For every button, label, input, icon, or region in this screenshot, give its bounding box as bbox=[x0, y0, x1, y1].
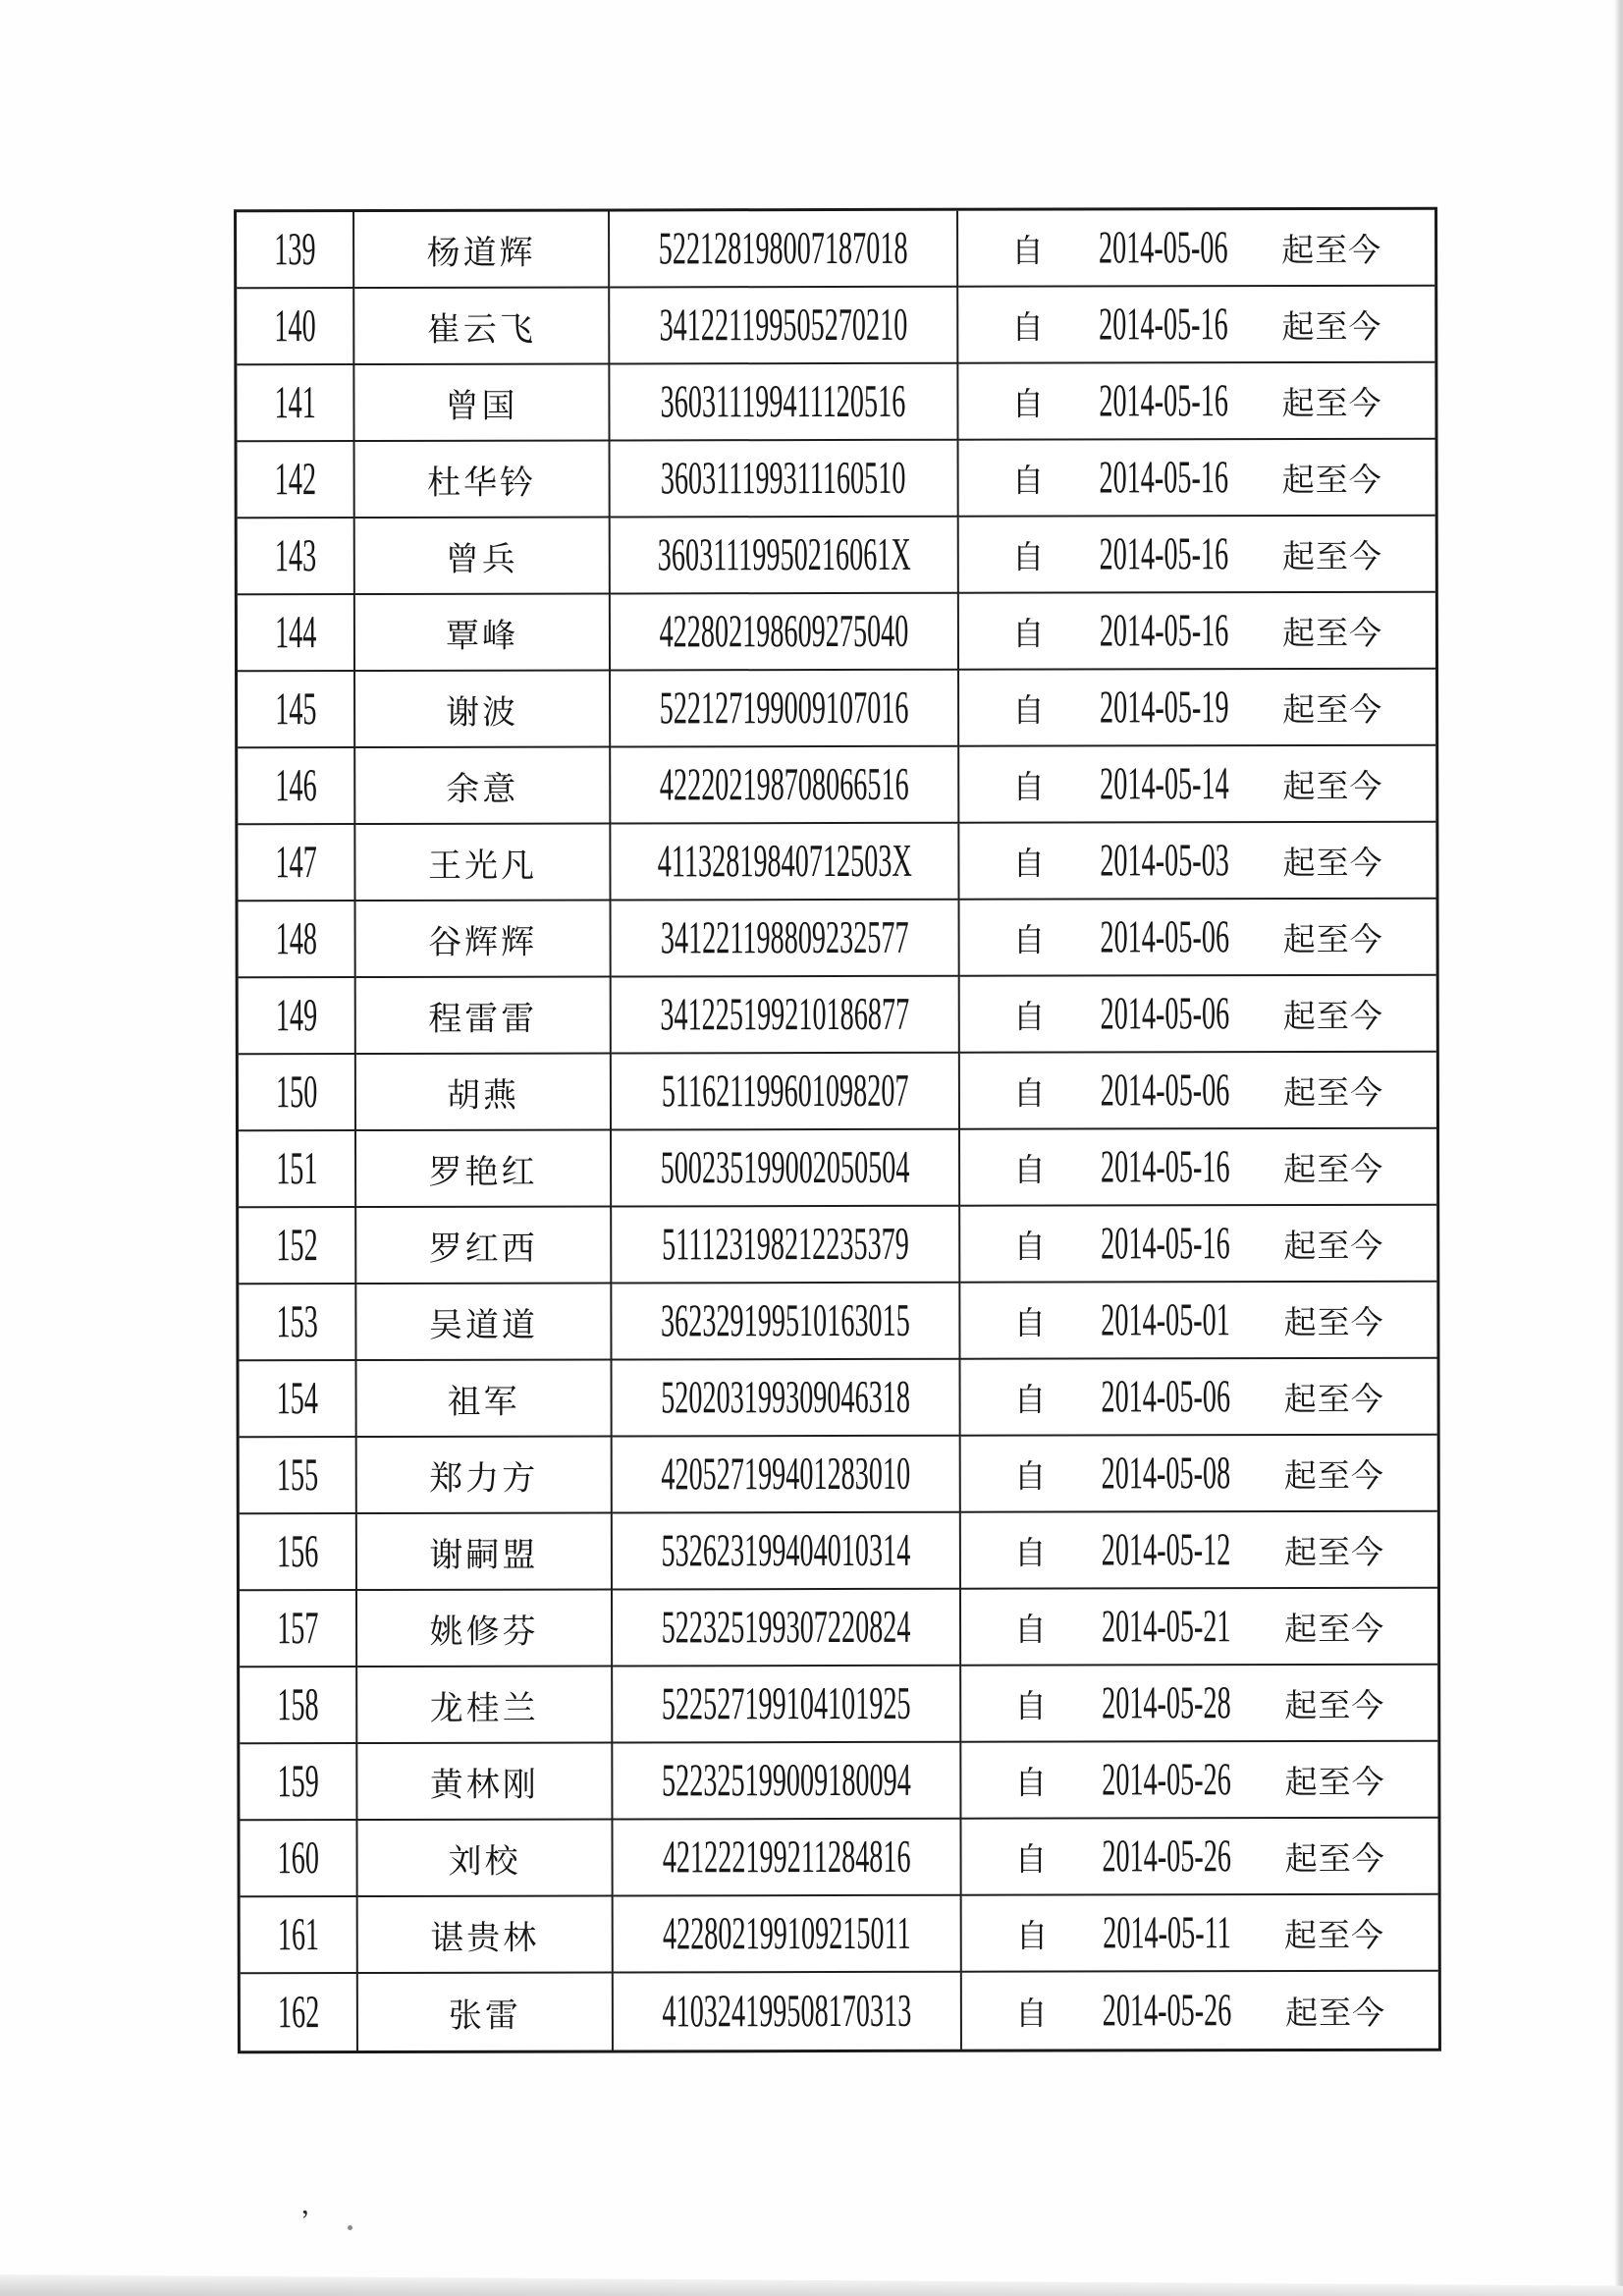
period-prefix: 自 bbox=[1014, 1766, 1049, 1802]
id-number-cell bbox=[611, 671, 959, 748]
period-prefix: 自 bbox=[1011, 464, 1046, 500]
id-number: 522127199009107016 bbox=[659, 682, 909, 735]
row-number-cell bbox=[241, 1974, 358, 2050]
name-cell bbox=[357, 1743, 613, 1821]
row-number: 154 bbox=[276, 1373, 318, 1425]
scan-speck-dot bbox=[348, 2225, 352, 2230]
name-cell bbox=[355, 671, 611, 748]
row-number-cell bbox=[238, 519, 355, 595]
row-number: 156 bbox=[276, 1526, 319, 1578]
page-edge-shadow-right bbox=[1614, 0, 1623, 2296]
period-suffix: 起至今 bbox=[1281, 539, 1382, 575]
name-cell bbox=[356, 1360, 612, 1438]
id-number: 41132819840712503X bbox=[657, 835, 912, 888]
person-name: 张雷 bbox=[448, 1997, 521, 2035]
period-cell bbox=[960, 1206, 1436, 1284]
id-number: 341225199210186877 bbox=[660, 988, 910, 1041]
row-number: 145 bbox=[274, 683, 317, 736]
period-start-date: 2014-05-26 bbox=[1102, 1831, 1231, 1883]
period-suffix: 起至今 bbox=[1284, 1841, 1385, 1878]
period-prefix: 自 bbox=[1012, 847, 1047, 883]
period-start-date: 2014-05-06 bbox=[1098, 222, 1228, 274]
name-cell bbox=[355, 518, 611, 595]
row-number: 149 bbox=[275, 990, 317, 1042]
row-number-cell bbox=[239, 902, 356, 978]
name-cell bbox=[355, 594, 611, 672]
row-number-cell bbox=[240, 1821, 357, 1897]
period-cell bbox=[960, 1053, 1436, 1130]
person-name: 罗红西 bbox=[428, 1230, 538, 1268]
row-number-cell bbox=[238, 442, 355, 519]
period-cell bbox=[962, 1895, 1438, 1973]
period-suffix: 起至今 bbox=[1281, 309, 1382, 346]
row-number-cell bbox=[240, 1438, 357, 1514]
id-number: 500235199002050504 bbox=[660, 1141, 910, 1194]
period-cell bbox=[959, 593, 1435, 671]
period-suffix: 起至今 bbox=[1282, 999, 1383, 1035]
period-prefix: 自 bbox=[1014, 1996, 1049, 2033]
period-start-date: 2014-05-16 bbox=[1100, 1141, 1230, 1193]
id-number-cell bbox=[614, 1896, 962, 1974]
row-number: 161 bbox=[277, 1909, 319, 1961]
id-number: 410324199508170313 bbox=[662, 1985, 912, 2038]
row-number: 157 bbox=[276, 1603, 319, 1655]
id-number-cell bbox=[610, 288, 958, 365]
row-number-cell bbox=[237, 289, 354, 365]
period-cell bbox=[958, 363, 1434, 441]
row-number: 150 bbox=[275, 1066, 318, 1119]
row-number: 153 bbox=[276, 1296, 318, 1348]
period-cell bbox=[960, 900, 1436, 977]
person-name: 谷辉辉 bbox=[428, 924, 538, 961]
period-cell bbox=[961, 1819, 1437, 1896]
period-suffix: 起至今 bbox=[1282, 616, 1383, 652]
name-cell bbox=[356, 1054, 612, 1131]
id-number: 522325199307220824 bbox=[661, 1601, 911, 1654]
row-number-cell bbox=[241, 1897, 358, 1974]
row-number: 142 bbox=[274, 454, 316, 506]
period-cell bbox=[958, 287, 1434, 364]
period-suffix: 起至今 bbox=[1283, 1152, 1384, 1188]
period-start-date: 2014-05-06 bbox=[1100, 988, 1230, 1040]
row-number: 159 bbox=[277, 1756, 319, 1808]
row-number-cell bbox=[238, 595, 355, 672]
id-number-cell bbox=[612, 1207, 960, 1285]
id-number-cell bbox=[611, 824, 959, 902]
id-number-cell bbox=[613, 1743, 961, 1821]
row-number: 139 bbox=[273, 224, 316, 276]
id-number: 362329199510163015 bbox=[660, 1294, 910, 1347]
id-number: 422202198708066516 bbox=[659, 758, 909, 811]
row-number-cell bbox=[239, 1131, 356, 1208]
period-cell bbox=[960, 1283, 1436, 1360]
person-name: 王光凡 bbox=[427, 847, 537, 885]
row-number: 160 bbox=[277, 1832, 319, 1885]
period-suffix: 起至今 bbox=[1284, 1765, 1385, 1801]
id-number-cell bbox=[611, 747, 959, 825]
name-cell bbox=[354, 288, 610, 365]
period-prefix: 自 bbox=[1013, 1459, 1048, 1496]
period-suffix: 起至今 bbox=[1284, 1612, 1385, 1648]
period-prefix: 自 bbox=[1012, 1076, 1047, 1113]
period-prefix: 自 bbox=[1011, 310, 1046, 347]
page-edge-shadow-bottom bbox=[0, 2274, 1623, 2296]
row-number: 148 bbox=[275, 913, 317, 965]
period-prefix: 自 bbox=[1011, 540, 1046, 576]
id-number-cell bbox=[611, 594, 959, 672]
person-name: 曾国 bbox=[445, 388, 518, 425]
id-number-cell bbox=[612, 1054, 960, 1131]
id-number-cell bbox=[613, 1437, 961, 1514]
row-number: 152 bbox=[276, 1220, 318, 1272]
period-suffix: 起至今 bbox=[1284, 1535, 1385, 1571]
person-name: 郑力方 bbox=[429, 1460, 539, 1498]
id-number-cell bbox=[612, 901, 960, 978]
id-number-cell bbox=[612, 1130, 960, 1208]
person-name: 曾兵 bbox=[445, 541, 518, 578]
period-suffix: 起至今 bbox=[1283, 1075, 1384, 1112]
name-cell bbox=[354, 211, 610, 289]
period-start-date: 2014-05-16 bbox=[1100, 1218, 1230, 1270]
period-start-date: 2014-05-06 bbox=[1100, 911, 1229, 963]
person-name: 杜华钤 bbox=[427, 465, 537, 502]
period-prefix: 自 bbox=[1010, 234, 1046, 270]
period-suffix: 起至今 bbox=[1281, 233, 1382, 269]
person-name: 胡燕 bbox=[446, 1077, 519, 1115]
person-name: 龙桂兰 bbox=[429, 1690, 539, 1727]
period-cell bbox=[960, 976, 1436, 1054]
name-cell bbox=[357, 1513, 613, 1591]
row-number: 140 bbox=[274, 301, 316, 353]
period-start-date: 2014-05-16 bbox=[1099, 528, 1229, 580]
period-suffix: 起至今 bbox=[1283, 1382, 1384, 1418]
period-prefix: 自 bbox=[1013, 1613, 1048, 1649]
person-name: 黄林刚 bbox=[429, 1767, 539, 1804]
name-cell bbox=[356, 1284, 612, 1361]
row-number-cell bbox=[239, 1208, 356, 1285]
id-number-cell bbox=[613, 1820, 961, 1897]
id-number: 422802198609275040 bbox=[659, 605, 909, 658]
row-number-cell bbox=[240, 1667, 357, 1744]
person-name: 罗艳红 bbox=[428, 1154, 538, 1191]
id-number-cell bbox=[613, 1667, 961, 1744]
period-start-date: 2014-05-14 bbox=[1099, 758, 1229, 810]
scan-speck-comma: , bbox=[298, 2187, 310, 2221]
id-number: 421222199211284816 bbox=[662, 1831, 911, 1884]
row-number-cell bbox=[239, 1285, 356, 1361]
period-suffix: 起至今 bbox=[1282, 846, 1383, 882]
id-number: 341221199505270210 bbox=[659, 299, 908, 352]
row-number: 141 bbox=[274, 377, 316, 429]
row-number: 162 bbox=[277, 1987, 320, 2039]
name-cell bbox=[358, 1973, 614, 2050]
person-name: 程雷雷 bbox=[428, 1001, 538, 1038]
period-suffix: 起至今 bbox=[1281, 386, 1382, 422]
row-number: 151 bbox=[275, 1143, 318, 1195]
id-number-cell bbox=[610, 211, 958, 289]
name-cell bbox=[357, 1590, 613, 1667]
period-cell bbox=[959, 746, 1435, 824]
person-name: 谢波 bbox=[446, 694, 519, 732]
period-start-date: 2014-05-12 bbox=[1101, 1524, 1231, 1576]
row-number-cell bbox=[238, 825, 355, 902]
person-name: 姚修芬 bbox=[429, 1613, 539, 1651]
id-number: 522128198007187018 bbox=[658, 222, 908, 275]
person-name: 祖军 bbox=[447, 1384, 520, 1421]
id-number: 511123198212235379 bbox=[661, 1218, 909, 1271]
period-cell bbox=[959, 670, 1435, 747]
period-cell bbox=[961, 1666, 1437, 1743]
id-number: 360311199311160510 bbox=[661, 452, 906, 505]
name-cell bbox=[355, 441, 611, 519]
id-number-cell bbox=[613, 1513, 961, 1591]
period-start-date: 2014-05-03 bbox=[1100, 835, 1229, 887]
period-suffix: 起至今 bbox=[1285, 1995, 1386, 2032]
id-number: 422802199109215011 bbox=[662, 1907, 911, 1960]
name-cell bbox=[357, 1820, 613, 1897]
row-number: 147 bbox=[275, 837, 317, 889]
row-number-cell bbox=[239, 1055, 356, 1131]
period-prefix: 自 bbox=[1012, 1153, 1047, 1189]
row-number-cell bbox=[239, 1361, 356, 1438]
period-suffix: 起至今 bbox=[1282, 692, 1383, 729]
row-number: 143 bbox=[274, 530, 316, 582]
period-cell bbox=[960, 1129, 1436, 1207]
period-cell bbox=[959, 823, 1435, 901]
period-start-date: 2014-05-06 bbox=[1101, 1371, 1230, 1423]
person-name: 吴道道 bbox=[428, 1307, 538, 1344]
period-suffix: 起至今 bbox=[1284, 1688, 1385, 1724]
person-name: 杨道辉 bbox=[426, 235, 536, 272]
period-prefix: 自 bbox=[1013, 1536, 1048, 1572]
period-cell bbox=[960, 1359, 1436, 1437]
period-start-date: 2014-05-26 bbox=[1102, 1754, 1231, 1806]
row-number: 158 bbox=[277, 1679, 319, 1731]
id-number-cell bbox=[614, 1973, 962, 2050]
period-start-date: 2014-05-16 bbox=[1098, 299, 1228, 351]
name-cell bbox=[355, 747, 611, 825]
name-cell bbox=[357, 1437, 613, 1514]
period-prefix: 自 bbox=[1013, 1306, 1048, 1342]
period-prefix: 自 bbox=[1013, 1230, 1048, 1266]
period-start-date: 2014-05-08 bbox=[1101, 1448, 1231, 1500]
person-name: 谢嗣盟 bbox=[429, 1537, 539, 1574]
id-number-cell bbox=[611, 518, 959, 595]
row-number-cell bbox=[238, 748, 355, 825]
period-cell bbox=[962, 1972, 1438, 2050]
period-cell bbox=[961, 1436, 1437, 1513]
period-cell bbox=[958, 210, 1434, 288]
period-suffix: 起至今 bbox=[1283, 1229, 1384, 1265]
person-name: 刘校 bbox=[448, 1843, 521, 1881]
id-number: 360311199411120516 bbox=[661, 375, 906, 428]
period-prefix: 自 bbox=[1013, 1383, 1048, 1419]
person-name: 余意 bbox=[446, 771, 519, 808]
period-start-date: 2014-05-16 bbox=[1099, 452, 1228, 504]
row-number-cell bbox=[240, 1514, 357, 1591]
id-number-cell bbox=[612, 1360, 960, 1438]
period-suffix: 起至今 bbox=[1283, 1918, 1385, 1954]
period-prefix: 自 bbox=[1011, 387, 1046, 423]
row-number-cell bbox=[237, 212, 354, 289]
period-start-date: 2014-05-16 bbox=[1099, 605, 1229, 657]
id-number: 341221198809232577 bbox=[660, 911, 909, 964]
id-number: 420527199401283010 bbox=[661, 1448, 911, 1501]
id-number: 522325199009180094 bbox=[661, 1754, 911, 1807]
name-cell bbox=[357, 1667, 613, 1744]
roster-table bbox=[234, 207, 1441, 2054]
name-cell bbox=[356, 1130, 612, 1208]
id-number-cell bbox=[612, 977, 960, 1055]
period-start-date: 2014-05-28 bbox=[1101, 1677, 1231, 1729]
id-number: 511621199601098207 bbox=[661, 1065, 909, 1118]
period-cell bbox=[961, 1742, 1437, 1820]
name-cell bbox=[356, 901, 612, 978]
period-cell bbox=[959, 517, 1435, 594]
period-prefix: 自 bbox=[1012, 770, 1047, 806]
period-start-date: 2014-05-19 bbox=[1099, 682, 1229, 734]
row-number: 155 bbox=[276, 1449, 318, 1502]
period-prefix: 自 bbox=[1014, 1842, 1049, 1879]
period-prefix: 自 bbox=[1014, 1689, 1049, 1725]
id-number-cell bbox=[613, 1590, 961, 1667]
id-number-cell bbox=[612, 1284, 960, 1361]
id-number: 532623199404010314 bbox=[661, 1524, 911, 1577]
name-cell bbox=[356, 977, 612, 1055]
period-suffix: 起至今 bbox=[1283, 1305, 1384, 1341]
period-prefix: 自 bbox=[1011, 693, 1046, 730]
person-name: 覃峰 bbox=[445, 618, 518, 655]
period-start-date: 2014-05-11 bbox=[1102, 1907, 1231, 1959]
period-start-date: 2014-05-21 bbox=[1101, 1601, 1231, 1653]
row-number-cell bbox=[238, 672, 355, 748]
period-prefix: 自 bbox=[1012, 923, 1047, 959]
period-suffix: 起至今 bbox=[1283, 1458, 1384, 1495]
period-suffix: 起至今 bbox=[1282, 769, 1383, 805]
period-start-date: 2014-05-01 bbox=[1101, 1294, 1230, 1346]
id-number: 522527199104101925 bbox=[661, 1677, 911, 1730]
period-cell bbox=[959, 440, 1435, 518]
row-number: 146 bbox=[275, 760, 317, 812]
person-name: 崔云飞 bbox=[426, 311, 536, 349]
period-start-date: 2014-05-06 bbox=[1100, 1065, 1230, 1117]
row-number-cell bbox=[237, 365, 354, 442]
period-cell bbox=[961, 1512, 1437, 1590]
period-prefix: 自 bbox=[1012, 1000, 1047, 1036]
row-number: 144 bbox=[274, 607, 317, 659]
id-number-cell bbox=[611, 441, 959, 519]
row-number-cell bbox=[240, 1744, 357, 1821]
period-prefix: 自 bbox=[1015, 1919, 1050, 1955]
period-suffix: 起至今 bbox=[1281, 463, 1382, 499]
name-cell bbox=[354, 364, 610, 442]
id-number: 520203199309046318 bbox=[661, 1371, 911, 1424]
period-prefix: 自 bbox=[1011, 617, 1046, 653]
name-cell bbox=[358, 1896, 614, 1974]
period-start-date: 2014-05-16 bbox=[1099, 375, 1228, 427]
person-name: 谌贵林 bbox=[430, 1920, 540, 1957]
name-cell bbox=[356, 1207, 612, 1285]
id-number: 36031119950216061X bbox=[657, 528, 911, 581]
id-number-cell bbox=[610, 364, 958, 442]
period-cell bbox=[961, 1589, 1437, 1667]
period-start-date: 2014-05-26 bbox=[1102, 1985, 1232, 2037]
row-number-cell bbox=[240, 1591, 357, 1667]
name-cell bbox=[355, 824, 611, 902]
period-suffix: 起至今 bbox=[1282, 922, 1383, 958]
row-number-cell bbox=[239, 978, 356, 1055]
